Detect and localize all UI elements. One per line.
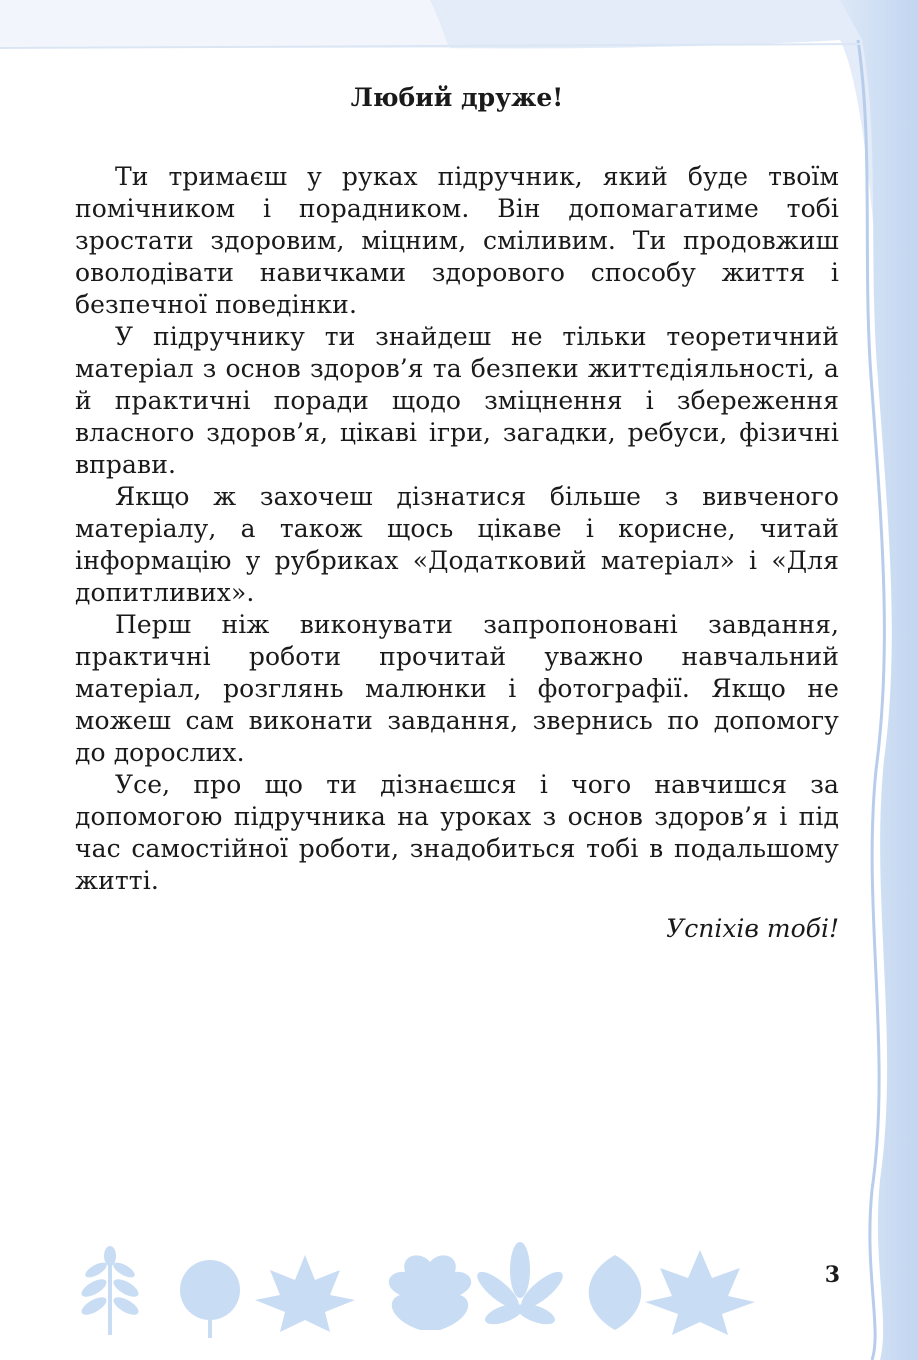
paragraph-tasks: Перш ніж виконувати запропоновані завдання, практичні роботи прочитай уважно навчальний матеріал, розглянь малюнки і фотографії. Якщо не можеш сам виконати завдання, звернись по допомогу до дорослих. <box>75 610 839 767</box>
round-leaf-icon <box>180 1260 240 1338</box>
paragraph-conclusion: Усе, про що ти дізнаєшся і чого навчишся за допомогою підручника на уроках з основ здоров’я і під час самостійної роботи, знадобиться тобі в подальшому житті. <box>75 770 839 895</box>
maple-leaf-icon <box>255 1255 355 1332</box>
maple-leaf-icon <box>645 1250 755 1335</box>
right-border <box>840 0 918 1360</box>
paragraph-intro: Ти тримаєш у руках підручник, який буде твоїм помічником і порадником. Він допомагатиме тобі зростати здоровим, міцним, сміливим. Ти продовжиш оволодівати навичками здорового способу життя і безпечної поведінки. <box>75 162 839 319</box>
chestnut-leaf-icon <box>472 1242 567 1328</box>
closing-wish: Успіхів тобі! <box>666 914 839 943</box>
greeting-heading: Любий друже! <box>350 83 564 112</box>
fern-leaf-icon <box>79 1246 141 1335</box>
letter-body <box>75 80 839 945</box>
oak-leaf-icon <box>389 1255 471 1330</box>
paragraph-rubrics: Якщо ж захочеш дізнатися більше з вивченого матеріалу, а також щось цікаве і корисне, читай інформацію у рубриках «Додатковий матеріал» і «Для допитливих». <box>75 482 839 607</box>
leaf-decoration-row <box>60 1240 760 1340</box>
birch-leaf-icon <box>589 1255 642 1330</box>
page-number: 3 <box>824 1262 840 1288</box>
paragraph-contents: У підручнику ти знайдеш не тільки теоретичний матеріал з основ здоров’я та безпеки життєдіяльності, а й практичні поради щодо зміцнення і збереження власного здоров’я, цікаві ігри, загадки, ребуси, фізичні вправи. <box>75 322 839 479</box>
